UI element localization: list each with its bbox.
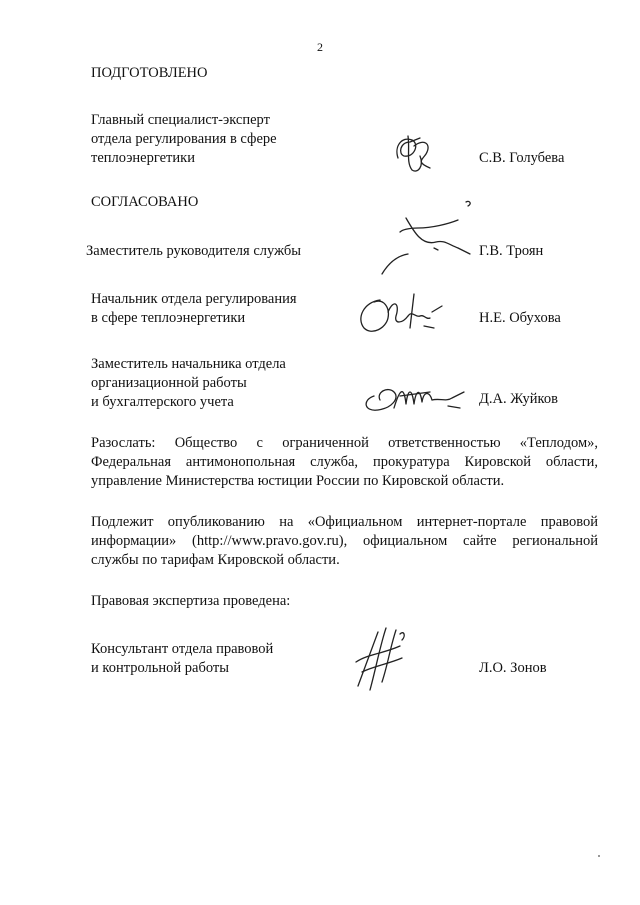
publication-block <box>91 513 598 570</box>
legal-review-role: Консультант отдела правовой и контрольной работы <box>91 641 274 676</box>
agreed-name-3: Д.А. Жуйков <box>479 391 558 407</box>
publication-line-3: службы по тарифам Кировской области. <box>91 552 340 568</box>
agreed-name-2: Н.Е. Обухова <box>479 310 561 326</box>
signature-golubeva <box>390 132 440 177</box>
distribution-line-1: Разослать: Общество с ограниченной ответственностью «Теплодом», <box>91 435 598 451</box>
distribution-block <box>91 434 598 491</box>
signature-zhuykov <box>360 378 470 418</box>
agreed-role-1: Заместитель руководителя службы <box>86 243 302 259</box>
signature-troyan <box>378 198 478 278</box>
publication-line-1: Подлежит опубликованию на «Официальном интернет-портале правовой <box>91 514 598 530</box>
publication-line-2: информации» (http://www.pravo.gov.ru), официальном сайте региональной <box>91 533 598 549</box>
agreed-role-3: Заместитель начальника отдела организационной работы и бухгалтерского учета <box>91 356 286 410</box>
signature-obukhova <box>350 288 450 340</box>
agreed-role-2: Начальник отдела регулирования в сфере теплоэнергетики <box>91 291 297 326</box>
legal-review-text: Правовая экспертиза проведена: <box>91 593 291 609</box>
scan-speck <box>598 855 600 857</box>
prepared-heading: ПОДГОТОВЛЕНО <box>91 65 208 81</box>
page-number: 2 <box>317 40 323 54</box>
signature-zonov <box>348 624 408 694</box>
agreed-heading: СОГЛАСОВАНО <box>91 194 199 210</box>
prepared-role: Главный специалист-эксперт отдела регулирования в сфере теплоэнергетики <box>91 112 277 166</box>
prepared-name: С.В. Голубева <box>479 150 565 166</box>
legal-review-name: Л.О. Зонов <box>479 660 547 676</box>
agreed-name-1: Г.В. Троян <box>479 243 544 259</box>
distribution-line-2: Федеральная антимонопольная служба, прокуратура Кировской области, <box>91 454 598 470</box>
distribution-line-3: управление Министерства юстиции России по Кировской области. <box>91 473 505 489</box>
